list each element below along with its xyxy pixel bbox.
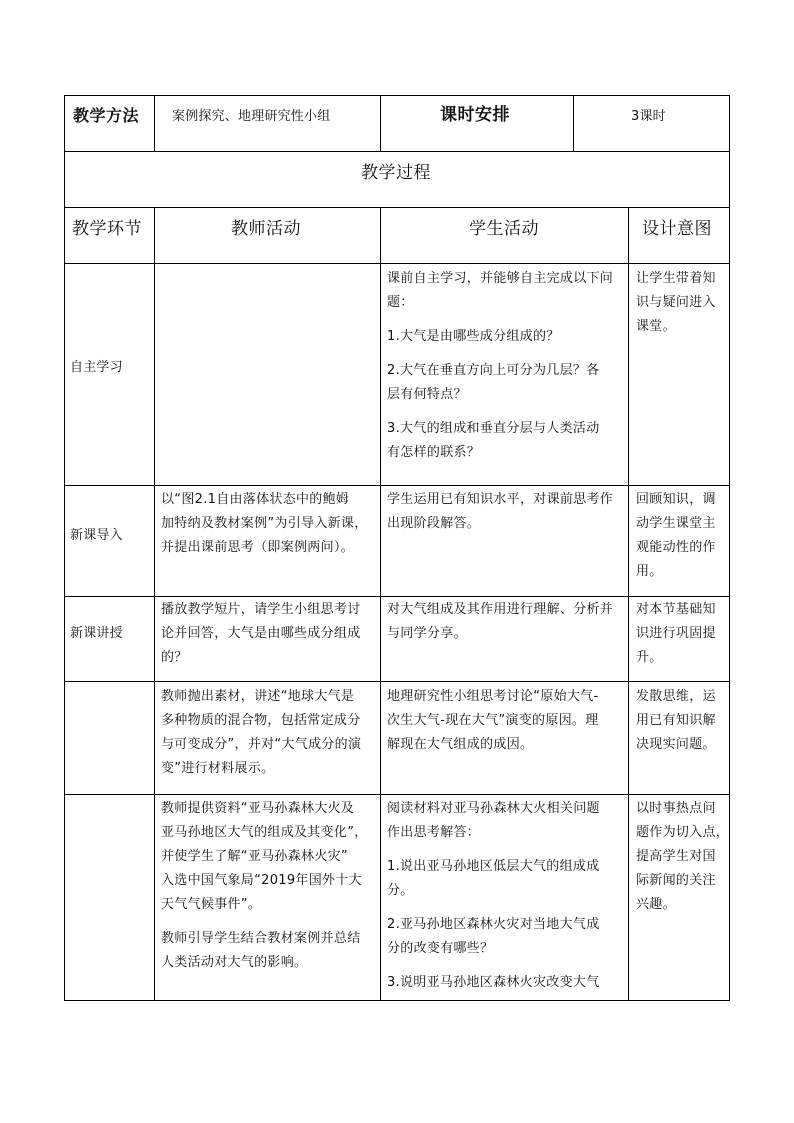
text-line: 作出思考解答： [387,825,481,840]
divider [380,95,381,152]
design-intent [636,797,729,917]
text-line: 升。 [636,650,663,665]
divider [628,207,629,1001]
schedule-label: 课时安排 [440,105,510,125]
text-line: 播放教学短片，请学生小组思考讨 [161,602,361,617]
teacher-activity [161,797,368,975]
column-header-student: 学生活动 [469,219,539,239]
divider [154,207,155,1001]
text-line: 并提出课前思考（即案例两问）。 [161,540,355,555]
text-line: 地理研究性小组思考讨论“原始大气- [387,689,599,704]
text-line: 阅读材料对亚马孙森林大火相关问题 [387,801,600,816]
text-line: 2.大气在垂直方向上可分为几层？各 [387,363,600,378]
text-line: 际新闻的关注 [636,873,716,888]
text-line: 发散思维，运 [636,689,716,704]
column-header-intent: 设计意图 [642,219,712,239]
text-line: 识进行巩固提 [636,626,716,641]
schedule-value: 3课时 [631,109,666,124]
text-line: 入选中国气象局“2019年国外十大 [161,873,362,888]
column-header-teacher: 教师活动 [231,219,301,239]
divider [573,95,574,152]
text-line: 教师抛出素材，讲述“地球大气是 [161,689,355,704]
text-line: 2.亚马孙地区森林火灾对当地大气成 [387,917,600,932]
text-line: 回顾知识，调 [636,492,716,507]
stage-label: 新课讲授 [70,626,123,641]
teacher-activity [161,488,368,560]
teacher-activity [161,685,361,781]
text-line: 题： [387,295,414,310]
teacher-activity [161,598,361,670]
table-border-top [64,95,730,96]
text-line: 论并回答，大气是由哪些成分组成 [161,626,361,641]
divider [64,263,730,264]
design-intent [636,267,716,339]
text-line: 有怎样的联系？ [387,445,481,460]
text-line: 的？ [161,650,188,665]
text-line: 课堂。 [636,319,676,334]
text-line: 用已有知识解 [636,713,716,728]
table-border-right [729,95,730,1001]
teaching-method-label: 教学方法 [73,106,140,125]
text-line: 分。 [387,883,414,898]
column-header-stage: 教学环节 [72,219,142,239]
student-activity [387,598,613,646]
text-line: 决现实问题。 [636,737,716,752]
design-intent [636,598,716,670]
text-line: 以时事热点问 [636,801,716,816]
text-line: 并使学生了解“亚马孙森林火灾” [161,849,348,864]
text-line: 层有何特点？ [387,387,467,402]
table-border-left [64,95,65,1001]
divider [64,681,730,682]
divider [64,207,730,208]
text-line: 以“图2.1自由落体状态中的鲍姆 [161,492,350,507]
design-intent [636,488,716,584]
text-line: 对本节基础知 [636,602,716,617]
text-line: 用。 [636,564,663,579]
text-line: 变”进行材料展示。 [161,761,275,776]
divider [154,95,155,152]
text-line: 与可变成分”，并对“大气成分的演 [161,737,362,752]
divider [64,794,730,795]
text-line: 学生运用已有知识水平，对课前思考作 [387,492,614,507]
text-line: 识与疑问进入 [636,295,716,310]
text-line: 次生大气-现在大气”演变的原因。理 [387,713,599,728]
text-line: 兴趣。 [636,897,676,912]
text-line: 出现阶段解答。 [387,516,481,531]
text-line: 分的改变有哪些？ [387,941,494,956]
text-line: 亚马孙地区大气的组成及其变化”， [161,825,368,840]
teaching-method-value: 案例探究、地理研究性小组 [172,109,331,124]
text-line: 教师引导学生结合教材案例并总结 [161,931,361,946]
text-line: 3.说明亚马孙地区森林火灾改变大气 [387,975,600,990]
stage-label: 自主学习 [70,360,123,375]
text-line: 观能动性的作 [636,540,716,555]
text-line: 1.说出亚马孙地区低层大气的组成成 [387,859,600,874]
divider [64,151,730,152]
student-activity [387,267,613,465]
student-activity [387,488,613,536]
text-line: 1.大气是由哪些成分组成的？ [387,329,560,344]
text-line: 加特纳及教材案例”为引导入新课， [161,516,368,531]
process-title: 教学过程 [361,163,431,183]
design-intent [636,685,716,757]
text-line: 让学生带着知 [636,271,716,286]
text-line: 提高学生对国 [636,849,716,864]
student-activity [387,797,600,995]
text-line: 天气气候事件”。 [161,897,262,912]
text-line: 课前自主学习，并能够自主完成以下问 [387,271,614,286]
text-line: 解现在大气组成的成因。 [387,737,534,752]
divider [380,207,381,1001]
text-line: 教师提供资料“亚马孙森林大火及 [161,801,355,816]
text-line: 与同学分享。 [387,626,467,641]
text-line: 对大气组成及其作用进行理解、分析并 [387,602,614,617]
stage-label: 新课导入 [70,528,123,543]
divider [64,485,730,486]
text-line: 多种物质的混合物，包括常定成分 [161,713,361,728]
table-border-bottom [64,1000,730,1001]
text-line: 人类活动对大气的影响。 [161,955,308,970]
text-line: 动学生课堂主 [636,516,716,531]
text-line: 题作为切入点， [636,825,730,840]
text-line: 3.大气的组成和垂直分层与人类活动 [387,421,600,436]
divider [64,596,730,597]
student-activity [387,685,599,757]
